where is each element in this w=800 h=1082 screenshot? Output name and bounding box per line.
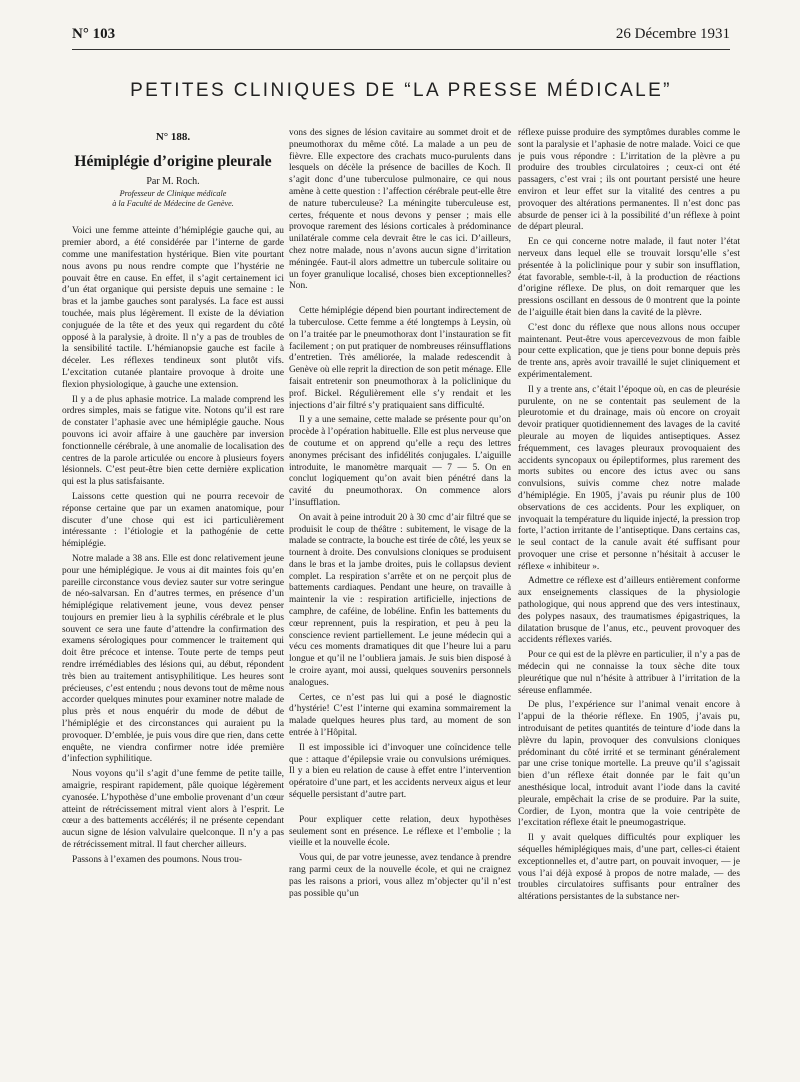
paragraph: Pour expliquer cette relation, deux hypothèses seulement sont en présence. Le réflexe et l’embolie ; la vieille et la nouvelle école. bbox=[289, 814, 511, 849]
paragraph: Nous voyons qu’il s’agit d’une femme de petite taille, amaigrie, respirant rapidement, pâle quoique légèrement cyanosée. L’hypothèse d’une embolie provenant d’un cœur atteint de rétrécissement mitral vient alors à l’esprit. Le cœur a des battements accélérés; il ne présente cependant aucun signe de lésion valvulaire quelconque. Il n’y a pas de rétrécissement mitral. Il faut chercher ailleurs. bbox=[62, 769, 284, 851]
page-number: N° 103 bbox=[72, 26, 116, 42]
column-2 bbox=[289, 128, 511, 1063]
paragraph: Il est impossible ici d’invoquer une coïncidence telle que : attaque d’épilepsie vraie ou convulsions urémiques. Il y a bien eu relation de cause à effet entre l’intervention opératoire d’une part, et les accidents nerveux aigus et leur séquelle persistant d’autre part. bbox=[289, 742, 511, 801]
paragraph: vons des signes de lésion cavitaire au sommet droit et de pneumothorax du même côté. La malade a un peu de fièvre. Elle expectore des crachats muco-purulents dans lesquels on décèle la présence de bacilles de Koch. Il s’agit donc d’une tuberculose pulmonaire, ce qui nous amène à cette question : l’affection cérébrale peut-elle être de nature tuberculeuse? La méningite tuberculeuse est, certes, fréquente et nous devons y penser ; mais elle provoque rarement des lésions corticales à prédominance unilatérale comme cela devrait être le cas ici. D’ailleurs, chez notre malade, nous n’avons aucun signe d’irritation méningée. Faut-il alors admettre un tubercule solitaire ou un foyer granulique localisé, choses bien exceptionnelles? Non. bbox=[289, 128, 511, 292]
article-author: Par M. Roch. bbox=[146, 175, 200, 187]
column-1 bbox=[62, 132, 284, 1067]
paragraph: Il y a trente ans, c’était l’époque où, en cas de pleurésie purulente, on ne se contentait pas seulement de la pleurotomie et du drainage, mais où encore on croyait devoir pratiquer quotidiennement des lavages de la cavité pleurale au moyen de liquides antiseptiques. Assez fréquemment, ces lavages pleuraux provoquaient des accidents syncopaux ou épileptiformes, plus rarement des morts subites ou encore des ictus avec ou sans convulsions, suivis comme chez notre malade d’hémiplégie. En 1905, j’avais pu réunir plus de 100 observations de ces accidents. Pour les expliquer, on invoquait la température du liquide injecté, la pression trop forte, l’action irritante de l’antiseptique. Dans certains cas, le seul contact de la canule avait été suffisant pour provoquer une crise et personne n’hésitait à accuser le réflexe « inhibiteur ». bbox=[518, 384, 740, 572]
paragraph: Passons à l’examen des poumons. Nous trou- bbox=[72, 854, 243, 865]
paragraph: Il y avait quelques difficultés pour expliquer les séquelles hémiplégiques mais, d’une part, celles-ci étaient exceptionnelles et, d’autre part, on pouvait invoquer, — je vous l’ai déjà exposé à propos de notre malade, — des troubles circulatoires suffisants pour entraîner des altérations persistantes de la substance ner- bbox=[518, 833, 740, 903]
article-number: N° 188. bbox=[155, 132, 191, 143]
article-title: Hémiplégie d’origine pleurale bbox=[74, 152, 272, 170]
paragraph: En ce qui concerne notre malade, il faut noter l’état nerveux dans lequel elle se trouvait lorsqu’elle s’est présentée à la policlinique pour y subir son insufflation, état favorable, semble-t-il, à la production de réactions d’origine réflexe. De plus, on doit remarquer que les pressions oscillant en dessous de 0 montrent que la pointe de l’aiguille était bien dans la cavité de la plèvre. bbox=[518, 237, 740, 318]
page-header bbox=[72, 26, 730, 46]
column-3 bbox=[518, 128, 740, 1063]
paragraph: Cette hémiplégie dépend bien pourtant indirectement de la tuberculose. Cette femme a été longtemps à Leysin, où on l’a traitée par le pneumothorax dont l’instauration se fit facilement ; on put pratiquer de nombreuses réinsufflations d’entretien. Très améliorée, la malade redescendit à Genève où elle reprit la direction de son petit ménage. Elle faisait entretenir son pneumothorax à la policlinique du prof. Bickel. Régulièrement elle s’y rendait et les injections d’air filtré s’y pratiquaient sans difficulté. bbox=[289, 306, 511, 411]
paragraph: Il y a une semaine, cette malade se présente pour qu’on procède à l’opération habituelle. Elle est plus nerveuse que de coutume et on apprend qu’elle a reçu des lettres anonymes précisant des infidélités conjugales. L’aiguille introduite, le manomètre marquait — 7 — 5. On en conclut logiquement qu’on avait bien pénétré dans la cavité du pneumothorax. On commence alors l’insufflation. bbox=[289, 415, 511, 508]
paragraph: On avait à peine introduit 20 à 30 cmc d’air filtré que se produisit le coup de théâtre : subitement, le visage de la malade se contracte, la bouche est tirée de côté, les yeux se tournent à droite. Des convulsions cloniques se produisent dans le bras et la jambe droites, puis le collapsus devient complet. La respiration s’arrête et on ne perçoit plus de battements cardiaques. Pendant une heure, on travaille à maintenir la vie : respiration artificielle, injections de camphre, de caféine, de lobéline. Enfin les battements du cœur reprennent, puis la respiration, et peu à peu la conscience revient partiellement. Le jeune médecin qui a vécu ces moments dramatiques dit que l’heure lui a paru longue et qu’il ne l’oubliera jamais. Je suis bien disposé à le croire ayant, moi aussi, quelques souvenirs personnels analogues. bbox=[289, 512, 511, 688]
affiliation-line-1: Professeur de Clinique médicale bbox=[119, 189, 227, 199]
paragraph: Pour ce qui est de la plèvre en particulier, il n’y a pas de médecin qui ne connaisse la toux sèche dite toux pleurétique que nul n’hésite à attribuer à l’irritation de la séreuse enflammée. bbox=[518, 650, 740, 696]
section-title: PETITES CLINIQUES DE “LA PRESSE MÉDICALE” bbox=[130, 80, 672, 101]
paragraph: C’est donc du réflexe que nous allons nous occuper maintenant. Peut-être vous apercevezvous de mon faible pour cette explication, que je tiens pour bonne depuis près de trente ans, après avoir travaillé le sujet cliniquement et expérimentalement. bbox=[518, 322, 740, 380]
paragraph: Voici une femme atteinte d’hémiplégie gauche qui, au premier abord, a été considérée par l’interne de garde comme une manifestation hystérique. Bien vite pourtant nous avons pu nous rendre compte que l’hystérie ne pouvait être en cause. En effet, il s’agit certainement ici d’un état organique qui persiste depuis une semaine : le bras et la jambe gauches sont paralysés. La face est aussi touchée, mais plus légèrement. Il existe de la déviation conjuguée de la tête et des yeux qui regardent du côté opposé à la paralysie, à droite. Il n’y a pas de troubles de la sensibilité tactile. L’hémianopsie gauche est facile à déceler. Les réflexes tendineux sont plutôt vifs. L’excitation cutanée plantaire provoque à droite une flexion physiologique, à gauche une extension. bbox=[62, 226, 284, 390]
paragraph: Il y a de plus aphasie motrice. La malade comprend les ordres simples, mais se fatigue vite. Notons qu’il est rare de constater l’aphasie avec une hémiplégie gauche. Nous pouvons ici avoir affaire à une gauchère par inversion fonctionnelle cérébrale, à une anomalie de localisation des centres de la parole articulée ou encore à plusieurs foyers lésionnels. C’est peut-être bien cette dernière explication qui est la plus satisfaisante. bbox=[62, 394, 284, 488]
paragraph: Vous qui, de par votre jeunesse, avez tendance à prendre rang parmi ceux de la nouvelle école, et qui ne craignez pas les raisons a priori, vous allez m’objecter qu’il n’est pas possible qu’un bbox=[289, 853, 511, 899]
issue-date: 26 Décembre 1931 bbox=[615, 26, 730, 42]
paragraph: De plus, l’expérience sur l’animal venait encore à l’appui de la théorie réflexe. En 1905, j’avais pu, introduisant de petites quantités de teinture d’iode dans la plèvre du lapin, provoquer des convulsions cloniques prédominant du côté irrité et se terminant généralement par une crise tonique mortelle. La preuve qu’il s’agissait bien d’un réflexe était donnée par le fait qu’un anesthésique local, introduit avant l’iode dans la cavité pleurale, empêchait la crise de se produire. Par la suite, Cordier, de Lyon, montra que la voie centripète de l’excitation réflexe était le pneumogastrique. bbox=[518, 700, 740, 829]
author-affiliation bbox=[62, 189, 284, 208]
paragraph: Laissons cette question qui ne pourra recevoir de réponse certaine que par un examen anatomique, pour discuter d’une chose qui est ici particulièrement intéressante : l’étiologie et la pathogénie de cette hémiplégie. bbox=[62, 491, 284, 550]
paragraph: réflexe puisse produire des symptômes durables comme le sont la paralysie et l’aphasie de notre malade. Voici ce que je puis vous répondre : L’irritation de la plèvre a pu produire des troubles circulatoires ; ceux-ci ont été passagers, c’est vrai ; ils ont pourtant persisté une heure environ et leur effet sur la vitalité des centres a pu provoquer des altérations permanentes. Il n’est donc pas absurde de penser ici à la possibilité d’un réflexe à point de départ pleural. bbox=[518, 128, 740, 233]
paragraph: Admettre ce réflexe est d’ailleurs entièrement conforme aux enseignements classiques de la physiologie pathologique, qui nous apprend que des vers intestinaux, des polypes nasaux, des traumatismes épigastriques, la dilatation brusque de l’anus, etc., peuvent provoquer des accidents réflexes variés. bbox=[518, 576, 740, 646]
paragraph: Certes, ce n’est pas lui qui a posé le diagnostic d’hystérie! C’est l’interne qui examina sommairement la malade quelques heures plus tard, au moment de son entrée à l’Hôpital. bbox=[289, 692, 511, 739]
header-rule bbox=[72, 49, 730, 50]
affiliation-line-2: à la Faculté de Médecine de Genève. bbox=[112, 198, 234, 208]
paragraph: Notre malade a 38 ans. Elle est donc relativement jeune pour une hémiplégique. Je vous ai dit maintes fois qu’en pareille circonstance vous deviez sauter sur votre seringue de néo-salvarsan. En d’autres termes, en présence d’un hémiplégique relativement jeune, vous devez penser toujours en premier lieu à la syphilis cérébrale et le plus souvent ce sera une faute d’attendre la confirmation des examens sérologiques pour commencer le traitement qui doit être précoce et intense. Toute perte de temps peut rendre irrémédiables des lésions qui, au début, répondent très bien au traitement antisyphilitique. Les heures sont précieuses, c’est entendu ; nous devons tout de même nous accorder quelques minutes pour examiner notre malade de plus près et nous enquérir du mode de début de l’hémiplégie et des circonstances qui auraient pu la provoquer. D’emblée, je puis vous dire que rien, dans cette enquête, ne viendra confirmer notre idée première d’infection syphilitique. bbox=[62, 553, 284, 765]
